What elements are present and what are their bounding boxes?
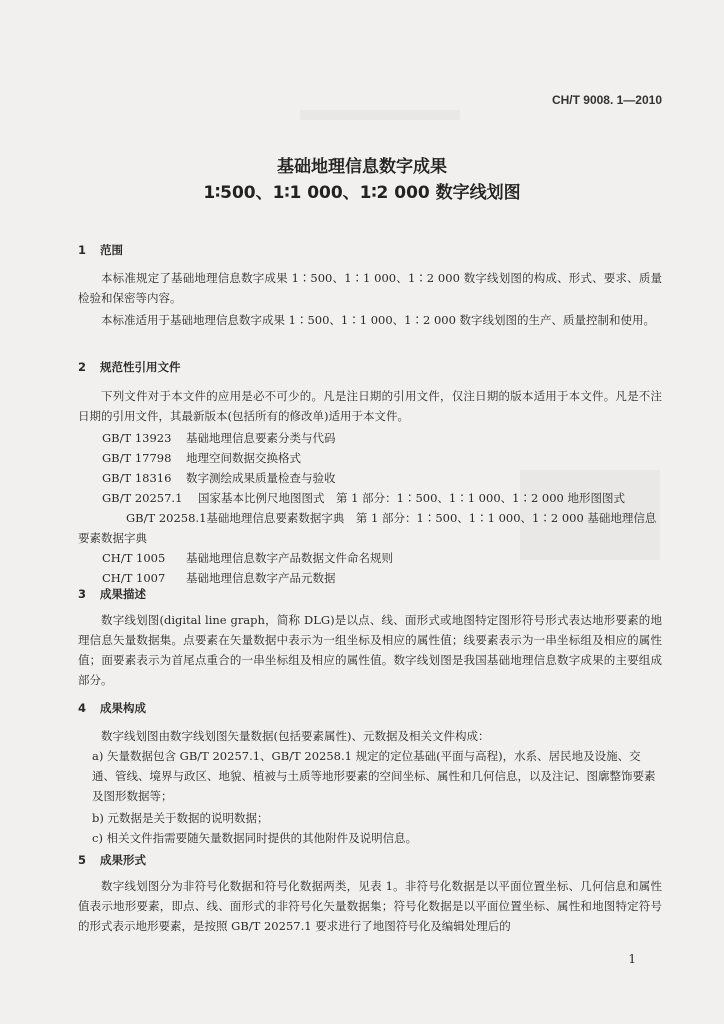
list-text: 元数据是关于数据的说明数据； xyxy=(107,811,269,825)
reference-item xyxy=(78,508,662,548)
reference-title: 数字测绘成果质量检查与验收 xyxy=(186,471,336,485)
section-title: 成果构成 xyxy=(100,701,146,715)
list-text: 相关文件指需要随矢量数据同时提供的其他附件及说明信息。 xyxy=(106,831,418,845)
list-label: b) xyxy=(92,811,104,825)
list-item xyxy=(92,808,662,828)
reference-item xyxy=(102,428,662,448)
list-label: a) xyxy=(92,749,104,763)
reference-code: GB/T 20258.1 xyxy=(126,511,207,525)
reference-code: CH/T 1007 xyxy=(102,571,166,585)
paragraph: 数字线划图(digital line graph，简称 DLG)是以点、线、面形式或地图特定图形符号形式表达地形要素的地理信息矢量数据集。点要素在矢量数据中表示为一组坐标及相应的属性值；线要素表示为一串坐标组及相应的属性值；面要素表示为首尾点重合的一串坐标组及相应的属性值。数字线划图是我国基础地理信息数字成果的主要组成部分。 xyxy=(78,613,662,687)
document-subtitle: 1∶500、1∶1 000、1∶2 000 数字线划图 xyxy=(203,183,521,203)
reference-item xyxy=(102,568,662,588)
section-heading-5 xyxy=(78,852,146,868)
reference-title: 基础地理信息要素数据字典 第 1 部分：1∶500、1∶1 000、1∶2 000 基础地理信息要素数据字典 xyxy=(78,511,657,545)
paragraph: 本标准适用于基础地理信息数字成果 1∶500、1∶1 000、1∶2 000 数字线划图的生产、质量控制和使用。 xyxy=(101,313,656,327)
reference-title: 基础地理信息要素分类与代码 xyxy=(186,431,336,445)
section-title: 成果形式 xyxy=(100,853,146,867)
reference-item xyxy=(102,468,662,488)
reference-item xyxy=(102,548,662,568)
show-through xyxy=(300,110,460,120)
list-label: c) xyxy=(92,831,103,845)
section-number: 2 xyxy=(78,360,87,374)
reference-code: GB/T 18316 xyxy=(102,471,172,485)
section-heading-3 xyxy=(78,586,146,602)
reference-title: 地理空间数据交换格式 xyxy=(186,451,301,465)
page-number: 1 xyxy=(628,952,636,966)
reference-code: GB/T 13923 xyxy=(102,431,172,445)
standard-code: CH/T 9008. 1—2010 xyxy=(551,93,662,107)
list-item xyxy=(92,828,662,848)
paragraph: 本标准规定了基础地理信息数字成果 1∶500、1∶1 000、1∶2 000 数字线划图的构成、形式、要求、质量检验和保密等内容。 xyxy=(78,271,662,305)
paragraph: 数字线划图由数字线划图矢量数据(包括要素属性)、元数据及相关文件构成： xyxy=(101,729,490,743)
section-title: 成果描述 xyxy=(100,587,146,601)
section-number: 5 xyxy=(78,853,87,867)
list-item xyxy=(92,746,662,806)
paragraph: 数字线划图分为非符号化数据和符号化数据两类，见表 1。非符号化数据是以平面位置坐标、几何信息和属性值表示地形要素，即点、线、面形式的非符号化矢量数据集；符号化数据是以平面位置坐标、属性和地图特定符号的形式表示地形要素，是按照 GB/T 20257.1 要求进行了地图符号化及编辑处理后的 xyxy=(78,879,662,933)
reference-item xyxy=(102,448,662,468)
section-heading-4 xyxy=(78,700,146,716)
reference-code: GB/T 20257.1 xyxy=(102,491,183,505)
reference-title: 基础地理信息数字产品数据文件命名规则 xyxy=(186,551,393,565)
document-title: 基础地理信息数字成果 xyxy=(277,157,447,177)
reference-code: GB/T 17798 xyxy=(102,451,172,465)
section-number: 3 xyxy=(78,587,87,601)
section-title: 范围 xyxy=(100,243,123,257)
paragraph: 下列文件对于本文件的应用是必不可少的。凡是注日期的引用文件，仅注日期的版本适用于本文件。凡是不注日期的引用文件，其最新版本(包括所有的修改单)适用于本文件。 xyxy=(78,389,662,423)
reference-item xyxy=(102,488,662,508)
reference-title: 基础地理信息数字产品元数据 xyxy=(186,571,336,585)
section-heading-1 xyxy=(78,242,123,258)
section-number: 1 xyxy=(78,243,87,257)
reference-code: CH/T 1005 xyxy=(102,551,166,565)
list-text: 矢量数据包含 GB/T 20257.1、GB/T 20258.1 规定的定位基础(平面与高程)，水系、居民地及设施、交通、管线、境界与政区、地貌、植被与土质等地形要素的空间坐标、属性和几何信息，以及注记、图廓整饰要素及图形数据等； xyxy=(92,749,656,803)
section-heading-2 xyxy=(78,359,181,375)
section-title: 规范性引用文件 xyxy=(100,360,181,374)
reference-title: 国家基本比例尺地图图式 第 1 部分：1∶500、1∶1 000、1∶2 000 地形图图式 xyxy=(198,491,626,505)
section-number: 4 xyxy=(78,701,87,715)
